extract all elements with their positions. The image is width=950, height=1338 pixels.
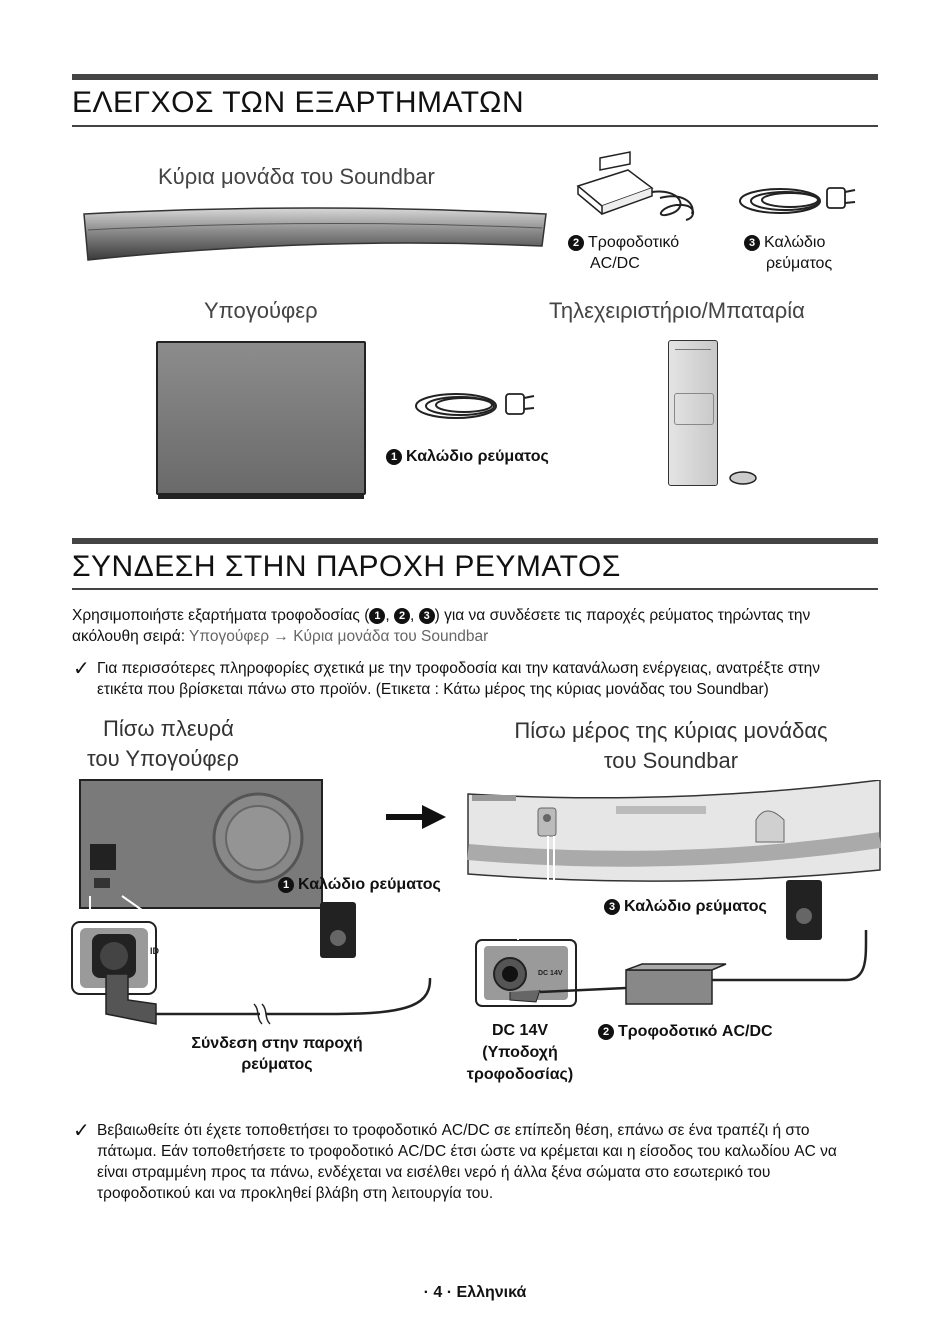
power-cable-1-image — [408, 382, 538, 430]
cable-3-label: 3 Καλώδιο ρεύματος — [744, 232, 832, 274]
remote-battery-label: Τηλεχειριστήριο/Μπαταρία — [549, 298, 805, 323]
note-adapter-placement: Βεβαιωθείτε ότι έχετε τοποθετήσει το τροφοδοτικό AC/DC σε επίπεδη θέση, επάνω σε ένα τραπέζι ή στο πάτωμα. Εάν τοποθετήσετε το τροφοδοτικό AC/DC έτσι ώστε να κρέμεται και η είσοδος του καλωδίου AC να είναι στραμμένη προς τα πάνω, ενδέχεται να εισέλθει νερό ή άλλα ξένα σώματα στο εσωτερικό του τροφοδοτικού και να προκληθεί βλάβη στη λειτουργία του. — [97, 1122, 837, 1202]
number-badge-3: 3 — [604, 899, 620, 915]
number-badge-2: 2 — [568, 235, 584, 251]
section-title-components: ΕΛΕΓΧΟΣ ΤΩΝ ΕΞΑΡΤΗΜΑΤΩΝ — [72, 86, 525, 119]
main-unit-label: Κύρια μονάδα του Soundbar — [158, 164, 435, 189]
page-footer: · 4 · Ελληνικά — [423, 1284, 527, 1301]
diagram-cable-1-label: 1 Καλώδιο ρεύματος — [278, 874, 441, 895]
number-badge-3: 3 — [744, 235, 760, 251]
remote-control-image — [668, 340, 718, 486]
acdc-adapter-image — [570, 148, 700, 228]
number-badge-1: 1 — [278, 877, 294, 893]
power-connection-label: Σύνδεση στην παροχή ρεύματος — [191, 1035, 363, 1073]
battery-image — [728, 470, 758, 486]
number-badge-1: 1 — [386, 449, 402, 465]
section-rule-top — [72, 74, 878, 80]
dc-port-text: DC 14V — [538, 970, 563, 977]
section-rule-bottom — [72, 125, 878, 127]
connection-order: Υπογούφερ → Κύρια μονάδα του Soundbar — [189, 628, 489, 645]
check-icon: ✓ — [73, 1120, 90, 1142]
section-title-power: ΣΥΝΔΕΣΗ ΣΤΗΝ ΠΑΡΟΧΗ ΡΕΥΜΑΤΟΣ — [72, 550, 621, 583]
subwoofer-rear-diagram — [70, 778, 450, 1038]
check-icon: ✓ — [73, 658, 90, 680]
diagram-adapter-label: 2 Τροφοδοτικό AC/DC — [598, 1021, 773, 1042]
dc-input-label: DC 14V (Υποδοχή τροφοδοσίας) — [466, 1022, 574, 1083]
section2-rule-top — [72, 538, 878, 544]
rear-soundbar-title: Πίσω μέρος της κύριας μονάδας του Soundbar — [514, 718, 828, 773]
cable-1-label: 1 Καλώδιο ρεύματος — [386, 446, 549, 467]
number-badge-2: 2 — [598, 1024, 614, 1040]
subwoofer-image — [156, 341, 366, 495]
note-energy: Για περισσότερες πληροφορίες σχετικά με την τροφοδοσία και την κατανάλωση ενέργειας, ανατρέξτε στην ετικέτα που βρίσκεται πάνω στο προϊόν. (Ετικετα : Κάτω μέρος της κύριας μονάδας του Soundbar) — [97, 660, 821, 698]
adapter-label: 2 Τροφοδοτικό AC/DC — [568, 232, 679, 274]
intro-paragraph: Χρησιμοποιήστε εξαρτήματα τροφοδοσίας ( 1 , 2 , 3 ) για να συνδέσετε τις παροχές ρεύματος τηρώντας την ακόλουθη σειρά: Υπογούφερ → Κύρια μονάδα του Soundbar — [72, 607, 811, 645]
rear-subwoofer-title: Πίσω πλευρά του Υπογούφερ — [87, 716, 239, 771]
power-cable-3-image — [735, 176, 860, 226]
diagram-cable-3-label: 3 Καλώδιο ρεύματος — [604, 896, 767, 917]
subwoofer-label: Υπογούφερ — [204, 298, 318, 323]
id-port-label: ID — [150, 946, 159, 956]
section2-rule-bottom — [72, 588, 878, 590]
soundbar-image — [80, 200, 550, 270]
